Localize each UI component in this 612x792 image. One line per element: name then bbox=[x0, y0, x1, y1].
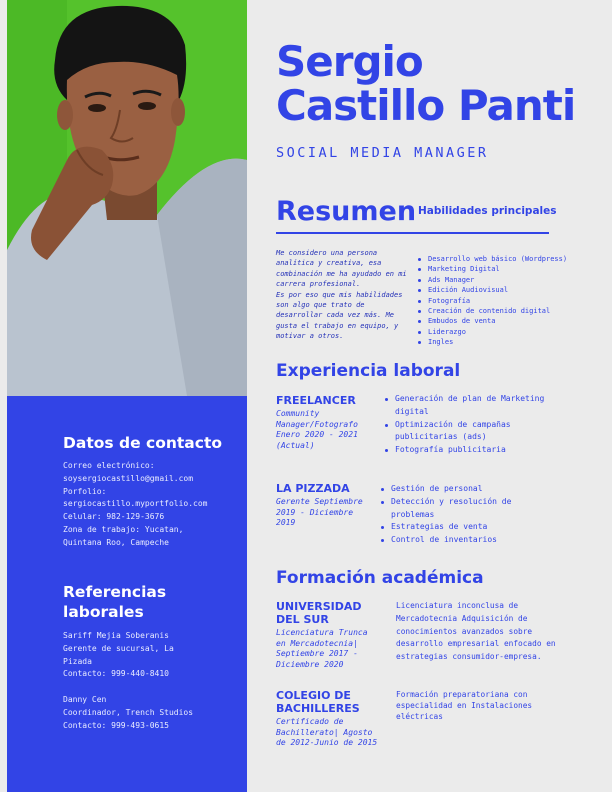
skill-item: Ads Manager bbox=[417, 275, 577, 285]
contact-sidebar bbox=[7, 396, 247, 792]
skill-item: Ingles bbox=[417, 337, 577, 347]
education-school: COLEGIO DE BACHILLERES bbox=[276, 689, 360, 715]
references-title: Referencias laborales bbox=[63, 583, 167, 621]
job-company: FREELANCER bbox=[276, 394, 356, 407]
profile-photo bbox=[7, 0, 247, 396]
job-company: LA PIZZADA bbox=[276, 482, 350, 495]
summary-title: Resumen bbox=[276, 196, 417, 227]
reference-item: Sariff Mejia Soberanis Gerente de sucursal, La Pizada Contacto: 999-440-8410 bbox=[63, 631, 174, 679]
skill-item: Marketing Digital bbox=[417, 264, 577, 274]
education-entry bbox=[276, 689, 381, 749]
job-task: Control de inventarios bbox=[380, 534, 550, 547]
job-title: SOCIAL MEDIA MANAGER bbox=[276, 145, 489, 161]
job-detail: Community Manager/Fotografo Enero 2020 - 2021 (Actual) bbox=[276, 409, 358, 450]
last-name: Castillo Panti bbox=[276, 81, 576, 130]
summary-paragraph: Es por eso que mis habilidades son algo que trato de desarrollar cada vez más. Me gusta el trabajo en equipo, y motivar a otros. bbox=[276, 290, 403, 341]
reference-item: Danny Cen Coordinador, Trench Studios Contacto: 999-493-0615 bbox=[63, 695, 194, 730]
job-entry bbox=[276, 394, 376, 451]
summary-paragraph: Me considero una persona analítica y creativa, esa combinación me ha ayudado en mi carrera profesional. bbox=[276, 249, 407, 289]
job-entry bbox=[276, 482, 376, 529]
skill-item: Fotografía bbox=[417, 296, 577, 306]
skill-item: Embudos de venta bbox=[417, 316, 577, 326]
job-detail: Gerente Septiembre 2019 - Diciembre 2019 bbox=[276, 497, 363, 527]
job-tasks bbox=[384, 393, 559, 457]
person-name bbox=[276, 37, 576, 130]
skills-title: Habilidades principales bbox=[418, 205, 557, 217]
contact-details: Correo electrónico: soysergiocastillo@gmail.com Porfolio: sergiocastillo.myportfolio.com Celular: 982-129-3676 Zona de trabajo: Yucatan, Quintana Roo, Campeche bbox=[63, 461, 208, 547]
skill-item: Edición Audiovisual bbox=[417, 285, 577, 295]
education-description: Formación preparatoriana con especialidad en Instalaciones eléctricas bbox=[396, 690, 533, 721]
job-task: Optimización de campañas publicitarias (ads) bbox=[384, 419, 559, 445]
job-task: Gestión de personal bbox=[380, 483, 550, 496]
contact-title: Datos de contacto bbox=[63, 434, 222, 452]
job-task: Estrategias de venta bbox=[380, 521, 550, 534]
job-task: Detección y resolución de problemas bbox=[380, 496, 550, 522]
education-description: Licenciatura inconclusa de Mercadotecnia Adquisición de conocimientos avanzados sobre desarrollo empresarial enfocado en estrategias consumidor-empresa. bbox=[396, 601, 556, 662]
job-task: Fotografía publicitaria bbox=[384, 444, 559, 457]
summary-divider bbox=[276, 232, 549, 234]
skill-item: Liderazgo bbox=[417, 327, 577, 337]
education-entry bbox=[276, 600, 381, 670]
experience-title: Experiencia laboral bbox=[276, 361, 461, 381]
education-detail: Licenciatura Trunca en Mercadotecnia| Septiembre 2017 - Diciembre 2020 bbox=[276, 628, 368, 669]
job-task: Generación de plan de Marketing digital bbox=[384, 393, 559, 419]
education-detail: Certificado de Bachillerato| Agosto de 2012-Junio de 2015 bbox=[276, 717, 378, 747]
education-school: UNIVERSIDAD DEL SUR bbox=[276, 600, 362, 626]
skill-item: Creación de contenido digital bbox=[417, 306, 577, 316]
skill-item: Desarrollo web básico (Wordpress) bbox=[417, 254, 577, 264]
job-tasks bbox=[380, 483, 550, 547]
education-title: Formación académica bbox=[276, 568, 484, 588]
skills-list bbox=[417, 254, 577, 348]
summary-text bbox=[276, 248, 411, 342]
first-name: Sergio bbox=[276, 37, 423, 86]
